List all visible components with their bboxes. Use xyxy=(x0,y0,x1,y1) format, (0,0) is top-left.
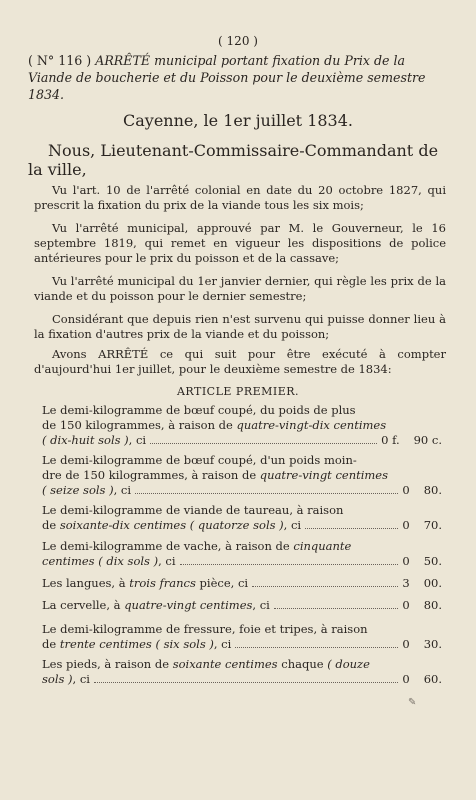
item-text-italic: soixante-dix centimes ( quatorze sols ) xyxy=(59,518,284,532)
dateline: Cayenne, le 1er juillet 1834. xyxy=(123,111,353,130)
item-price xyxy=(402,598,442,613)
consideration-paragraph: Vu l'arrêté municipal, approuvé par M. le Gouverneur, le 16 septembre 1819, qui remet en vigueur les dispositions de police antérieures pour le prix du poisson et de la cassave; xyxy=(34,221,446,265)
item-text-italic: ( seize sols ) xyxy=(42,483,114,497)
item-text: Le demi-kilogramme de bœuf coupé, d'un poids moin- xyxy=(42,453,357,467)
item-text: de xyxy=(42,637,60,651)
price-units: 0 xyxy=(402,554,410,568)
price-cents: 30. xyxy=(423,637,442,651)
price-item xyxy=(42,576,442,591)
consideration-paragraph: Considérant que depuis rien n'est survenu qui puisse donner lieu à la fixation d'autres prix de la viande et du poisson; xyxy=(34,312,446,341)
consideration-paragraph: Vu l'art. 10 de l'arrêté colonial en date du 20 octobre 1827, qui prescrit la fixation du prix de la viande tous les six mois; xyxy=(34,183,446,212)
dot-leader xyxy=(274,599,399,609)
item-text: de xyxy=(42,518,60,532)
item-price xyxy=(402,637,442,652)
item-price xyxy=(402,672,442,687)
item-price xyxy=(402,554,442,569)
price-item xyxy=(42,598,442,613)
item-text: , ci xyxy=(128,433,147,447)
item-text: Le demi-kilogramme de fressure, foie et tripes, à raison xyxy=(42,622,368,636)
item-text: Les langues, à xyxy=(42,576,130,590)
price-cents: 90 c. xyxy=(413,433,442,447)
price-units: 0 xyxy=(402,483,410,497)
dot-leader xyxy=(94,673,398,683)
item-text: pièce, ci xyxy=(195,576,249,590)
item-text: dre de 150 kilogrammes, à raison de xyxy=(42,468,260,482)
price-units: 0 f. xyxy=(381,433,400,447)
price-cents: 50. xyxy=(423,554,442,568)
decree-enactment: Avons ARRÊTÉ ce qui suit pour être exécuté à compter d'aujourd'hui 1er juillet, pour le deuxième semestre de 1834: xyxy=(34,347,446,376)
price-cents: 80. xyxy=(423,598,442,612)
item-price xyxy=(402,576,442,591)
dot-leader xyxy=(180,555,399,565)
item-text: La cervelle, à xyxy=(42,598,125,612)
item-text-italic: cinquante xyxy=(293,539,352,553)
item-text-italic: quatre-vingt-dix centimes xyxy=(236,418,387,432)
article-title: ARTICLE PREMIER. xyxy=(176,385,300,398)
item-text-italic: soixante centimes xyxy=(172,657,278,671)
item-text: de 150 kilogrammes, à raison de xyxy=(42,418,237,432)
item-price xyxy=(402,518,442,533)
item-text-italic: trois francs xyxy=(129,576,196,590)
price-units: 0 xyxy=(402,598,410,612)
item-text: Le demi-kilogramme de viande de taureau, à raison xyxy=(42,503,344,517)
item-text: chaque xyxy=(277,657,328,671)
dot-leader xyxy=(135,484,398,494)
price-item xyxy=(42,403,442,448)
decree-title: municipal portant fixation du Prix de la Viande de boucherie et du Poisson pour le deuxième semestre 1834. xyxy=(28,53,426,102)
item-text-italic: sols ) xyxy=(42,672,73,686)
dot-leader xyxy=(150,434,377,444)
dot-leader xyxy=(252,577,398,587)
dot-leader xyxy=(235,638,398,648)
price-item xyxy=(42,657,442,687)
price-cents: 70. xyxy=(423,518,442,532)
ink-mark: ✎ xyxy=(408,697,417,708)
dot-leader xyxy=(305,519,398,529)
item-price xyxy=(381,433,442,448)
item-text: Le demi-kilogramme de bœuf coupé, du poids de plus xyxy=(42,403,356,417)
item-text: , ci xyxy=(283,518,302,532)
decree-number: ( N° 116 ) xyxy=(28,53,92,68)
price-cents: 00. xyxy=(423,576,442,590)
item-text-italic: ( dix-huit sols ) xyxy=(42,433,129,447)
item-text: , ci xyxy=(72,672,90,686)
item-text: , ci xyxy=(213,637,232,651)
price-units: 3 xyxy=(402,576,410,590)
price-item xyxy=(42,622,442,652)
price-cents: 80. xyxy=(423,483,442,497)
page-number: ( 120 ) xyxy=(218,34,258,48)
item-text: Le demi-kilogramme de vache, à raison de xyxy=(42,539,294,553)
item-text: , ci xyxy=(158,554,176,568)
item-text-italic: ( douze xyxy=(327,657,370,671)
price-units: 0 xyxy=(402,637,410,651)
decree-heading xyxy=(28,52,448,103)
price-units: 0 xyxy=(402,518,410,532)
decree-title-prefix: ARRÊTÉ xyxy=(95,53,151,68)
item-text: , ci xyxy=(113,483,132,497)
price-item xyxy=(42,503,442,533)
price-item xyxy=(42,453,442,498)
price-units: 0 xyxy=(402,672,410,686)
price-item xyxy=(42,539,442,569)
price-cents: 60. xyxy=(423,672,442,686)
item-text-italic: quatre-vingt centimes xyxy=(124,598,253,612)
item-text: Les pieds, à raison de xyxy=(42,657,173,671)
item-text-italic: trente centimes ( six sols ) xyxy=(59,637,214,651)
item-text-italic: quatre-vingt centimes xyxy=(259,468,389,482)
consideration-paragraph: Vu l'arrêté municipal du 1er janvier dernier, qui règle les prix de la viande et du poisson pour le dernier semestre; xyxy=(34,274,446,303)
item-price xyxy=(402,483,442,498)
item-text: , ci xyxy=(252,598,270,612)
item-text-italic: centimes ( dix sols ) xyxy=(42,554,159,568)
preamble: Nous, Lieutenant-Commissaire-Commandant de la ville, xyxy=(28,141,439,179)
